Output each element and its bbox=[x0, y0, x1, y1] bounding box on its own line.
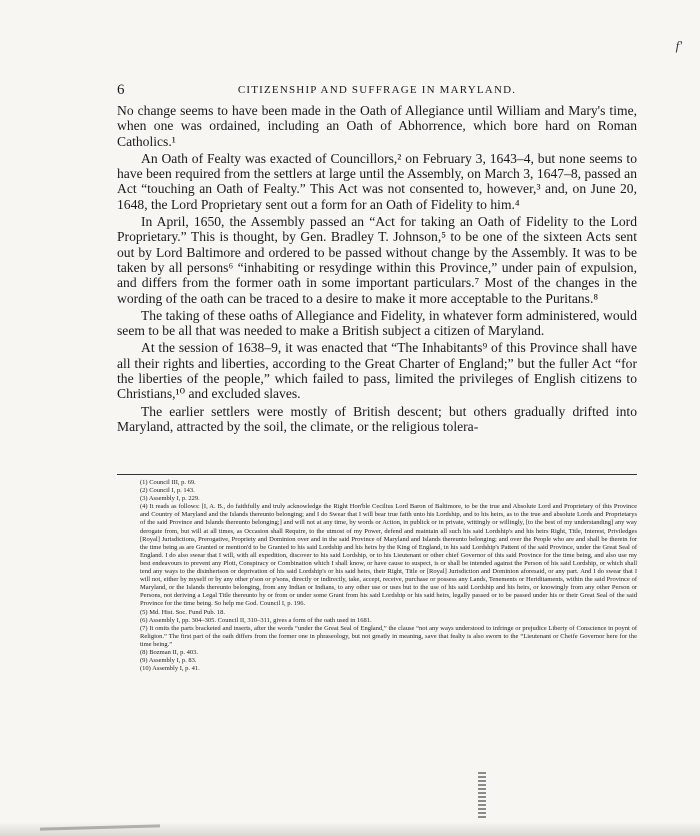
footnote-10: (10) Assembly I, p. 41. bbox=[140, 665, 200, 673]
page-number: 6 bbox=[117, 82, 125, 98]
body-text bbox=[117, 103, 637, 434]
corner-mark: f' bbox=[675, 38, 682, 53]
footnote-8: (8) Bozman II, p. 403. bbox=[140, 648, 198, 656]
paragraph-6: The earlier settlers were mostly of British descent; but others gradually drifted into Maryland, attracted by the soil, the climate, or the religious tolera- bbox=[117, 403, 637, 434]
footnotes bbox=[140, 479, 637, 673]
footnote-1: (1) Council III, p. 69. bbox=[140, 479, 196, 486]
running-head: CITIZENSHIP AND SUFFRAGE IN MARYLAND. bbox=[237, 84, 517, 96]
paragraph-1: No change seems to have been made in the Oath of Allegiance until William and Mary's time, when one was ordained, including an Oath of Abhorrence, which bore hard on Roman Catholics.¹ bbox=[117, 103, 637, 149]
footnote-9: (9) Assembly I, p. 83. bbox=[140, 657, 197, 665]
footnote-6: (6) Assembly I, pp. 304–305. Council II, 310–311, gives a form of the oath used in 1681. bbox=[140, 616, 372, 624]
footnote-3: (3) Assembly I, p. 229. bbox=[140, 495, 200, 503]
page-bottom-edge bbox=[0, 822, 700, 836]
paragraph-3: In April, 1650, the Assembly passed an “Act for taking an Oath of Fidelity to the Lord Proprietary.” This is thought, by Gen. Bradley T. Johnson,⁵ to be one of the sixteen Acts sent out by Lord Baltimore and ordered to be passed without change by the Assembly. It was to be taken by all persons⁶ “inhabiting or resydinge within this Province,” under pain of expulsion, and differs from the former oath in some important particulars.⁷ Most of the changes in the wording of the oath can be traced to a desire to make it more acceptable to the Puritans.⁸ bbox=[117, 214, 637, 306]
paragraph-4: The taking of these oaths of Allegiance and Fidelity, in whatever form administered, would seem to be all that was needed to make a British subject a citizen of Maryland. bbox=[117, 307, 637, 339]
page-header bbox=[117, 82, 637, 102]
footnote-rule bbox=[117, 474, 637, 475]
footnote-5: (5) Md. Hist. Soc. Fund Pub. 18. bbox=[140, 608, 226, 616]
footnote-7: (7) It omits the parts bracketed and inserts, after the words “under the Great Seal of England,” the clause “not any ways understood to infringe or prejudice Liberty of Conscience in poynt of Religion.” The first part of the oath differs from the former one in phraseology, but not greatly in meaning, save that fealty is also sworn to the “Lieutenant or Cheife Governor here for the time being.” bbox=[140, 624, 637, 648]
margin-stamp bbox=[478, 772, 486, 818]
paragraph-5: At the session of 1638–9, it was enacted that “The Inhabitants⁹ of this Province shall have all their rights and liberties, according to the Great Charter of England;” but the fuller Act “for the liberties of the people,” which failed to pass, limited the privileges of English citizens to Christians,¹⁰ and excluded slaves. bbox=[117, 340, 637, 402]
paragraph-2: An Oath of Fealty was exacted of Councillors,² on February 3, 1643–4, but none seems to have been required from the settlers at large until the Assembly, on March 3, 1647–8, passed an Act “touching an Oath of Fealty.” This Act was not consented to, however,³ and, on June 20, 1648, the Lord Proprietary sent out a form for an Oath of Fidelity to him.⁴ bbox=[117, 150, 637, 212]
footnote-4: (4) It reads as follows: [I, A. B., do faithfully and truly acknowledge the Right Hon'ble Cecilius Lord Baron of Baltimore, to be the true and Absolute Lord and Proprietary of this Province and Country of Maryland and the Islands thereunto belonging; and I do Swear that I will bear true faith unto his Lordship, and to his heirs, as to the true and absolute Lords and Proprietarys of the said Province and Islands thereunto belonging;] and will not at any time, by words or Action, in publick or in private, wittingly or willingly, [to the best of my understanding] any way derogate from, but will at all times, as Occasion shall Require, to the utmost of my Power, defend and maintain all such his said Lordship's and his heirs Right, Title, Interest, Priviledges [Royal] Jurisdictions, Prerogative, Propriety and Dominion over and in the said Province of Maryland and Islands thereunto belonging; and over the People who are and shall be therein for the time being as are Granted or mention'd to be Granted to his said Lordship and his heirs by the King of England, in his said Lordship's Pattent of the said Province, under the Great Seal of England. I do also swear that I will, with all expedition, discover to his said Lordship, or to his Lieutenant or other chief Governor of this said Province for the time being, and also use my best endeavours to prevent any Plott, Conspiracy or Combination which I shall know, or have cause to suspect, is or shall be intended against the Person of his said Lordship, or which shall tend any ways to the disinherison or deprivation of his said Lordship's or his said heirs, their Right, Title or [Royal] Jurisdiction and Dominion aforesaid, or any part. And I do swear that I will not, either by myself or by any other p'son or p'sons, directly or indirectly, take, accept, receive, purchase or possess any Lands, Tenements or Heriditaments, within the said Province of Maryland, or the Islands thereunto belonging, from any Indian or Indians, to any other use or uses but to the use of his said Lordship and his heirs, or knowingly from any other Person or Persons, not deriving a Legal Title thereunto by or from or under some Grant from his said Lordship or his said heirs, legally passed or to be passed under his or their Great Seal of the said Province for the time being. So help me God. Council I, p. 196. bbox=[140, 503, 637, 608]
footnote-2: (2) Council I, p. 143. bbox=[140, 487, 195, 495]
